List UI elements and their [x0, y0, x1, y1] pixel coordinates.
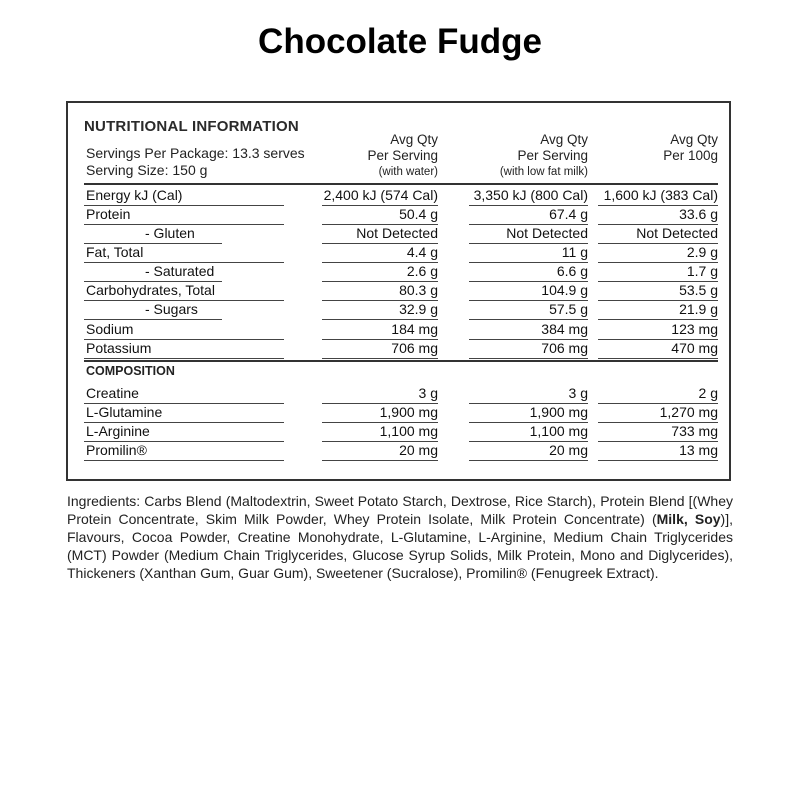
row-value: 1,900 mg: [529, 404, 588, 420]
row-divider: [469, 319, 588, 320]
column-header-note: (with low fat milk): [499, 166, 588, 178]
row-label: L-Glutamine: [86, 404, 163, 420]
row-value: 706 mg: [541, 340, 588, 356]
row-divider: [598, 460, 718, 461]
row-value: 53.5 g: [679, 282, 718, 298]
row-value: 67.4 g: [549, 206, 588, 222]
row-value: 733 mg: [671, 423, 718, 439]
row-divider: [84, 358, 284, 359]
ingredients-text: [67, 492, 733, 582]
row-value: 33.6 g: [679, 206, 718, 222]
column-header-line: Avg Qty: [540, 132, 588, 147]
column-header-line: Per Serving: [517, 148, 588, 163]
row-value: 6.6 g: [556, 263, 588, 279]
row-value: Not Detected: [636, 225, 718, 241]
row-label: Promilin®: [86, 442, 147, 458]
column-header-note: (with water): [378, 166, 438, 178]
row-value: 50.4 g: [399, 206, 438, 222]
column-header-line: Per 100g: [663, 148, 718, 163]
row-value: 3 g: [418, 385, 438, 401]
row-value: 1,900 mg: [379, 404, 438, 420]
row-divider: [469, 460, 588, 461]
ingredients-text-part: Ingredients: Carbs Blend (Maltodextrin, Sweet Potato Starch, Dextrose, Rice Starch), Protein Blend [(Whey Protein Concentrate, Skim Milk Powder, Whey Protein Isolate, Milk Protein Concentrate) (: [67, 493, 733, 527]
row-label: Potassium: [86, 340, 152, 356]
row-value: 80.3 g: [399, 282, 438, 298]
row-value: 470 mg: [671, 340, 718, 356]
row-value: 2,400 kJ (574 Cal): [323, 187, 438, 203]
column-header-line: Avg Qty: [390, 132, 438, 147]
column-header-line: Per Serving: [367, 148, 438, 163]
row-value: 4.4 g: [406, 244, 438, 260]
row-value: 384 mg: [541, 321, 588, 337]
row-value: 2 g: [698, 385, 718, 401]
row-label: - Saturated: [145, 263, 215, 279]
column-header-per-serving-water: [367, 132, 438, 180]
row-value: 2.6 g: [406, 263, 438, 279]
composition-heading: COMPOSITION: [86, 364, 175, 378]
nutrition-heading: NUTRITIONAL INFORMATION: [84, 118, 299, 135]
row-value: 1,270 mg: [659, 404, 718, 420]
row-value: 1,100 mg: [529, 423, 588, 439]
row-label: Fat, Total: [86, 244, 144, 260]
row-divider: [598, 358, 718, 359]
row-label: Energy kJ (Cal): [86, 187, 183, 203]
row-label: L-Arginine: [86, 423, 150, 439]
column-header-per-serving-milk: [500, 132, 588, 180]
row-value: 20 mg: [549, 442, 588, 458]
ingredients-text-part: )], Flavours, Cocoa Powder, Creatine Monohydrate, L-Glutamine, L-Arginine, Medium Chain Triglycerides (MCT) Powder (Medium Chain Triglycerides, Glucose Syrup Solids, Milk Protein, Mono and Diglycerides), Thickeners (Xanthan Gum, Guar Gum), Sweetener (Sucralose), Promilin® (Fenugreek Extract).: [67, 511, 733, 581]
row-value: 104.9 g: [541, 282, 588, 298]
row-value: Not Detected: [506, 225, 588, 241]
header-divider: [84, 183, 718, 185]
row-value: 1.7 g: [686, 263, 718, 279]
row-label: - Sugars: [145, 301, 198, 317]
row-divider: [322, 460, 438, 461]
row-label: Carbohydrates, Total: [86, 282, 215, 298]
row-divider: [469, 358, 588, 359]
row-value: 11 g: [561, 244, 588, 260]
row-value: 20 mg: [399, 442, 438, 458]
section-divider: [84, 360, 718, 362]
row-value: 57.5 g: [549, 301, 588, 317]
row-value: 21.9 g: [679, 301, 718, 317]
row-label: Creatine: [86, 385, 139, 401]
serving-size: Serving Size: 150 g: [86, 162, 208, 178]
row-value: 123 mg: [671, 321, 718, 337]
row-value: 13 mg: [679, 442, 718, 458]
row-value: 706 mg: [391, 340, 438, 356]
row-value: 1,600 kJ (383 Cal): [603, 187, 718, 203]
row-value: Not Detected: [356, 225, 438, 241]
column-header-per-100g: [663, 132, 718, 164]
servings-per-package: Servings Per Package: 13.3 serves: [86, 145, 305, 161]
row-divider: [322, 319, 438, 320]
row-label: Sodium: [86, 321, 134, 337]
row-value: 2.9 g: [686, 244, 718, 260]
row-label: Protein: [86, 206, 131, 222]
row-divider: [322, 358, 438, 359]
row-divider: [598, 319, 718, 320]
product-title: Chocolate Fudge: [258, 22, 542, 61]
row-value: 1,100 mg: [379, 423, 438, 439]
row-value: 3 g: [568, 385, 588, 401]
row-divider: [84, 319, 222, 320]
allergen-text: Milk, Soy: [656, 511, 721, 527]
row-value: 3,350 kJ (800 Cal): [473, 187, 588, 203]
row-value: 32.9 g: [399, 301, 438, 317]
column-header-line: Avg Qty: [670, 132, 718, 147]
row-value: 184 mg: [391, 321, 438, 337]
row-label: - Gluten: [145, 225, 195, 241]
row-divider: [84, 460, 284, 461]
